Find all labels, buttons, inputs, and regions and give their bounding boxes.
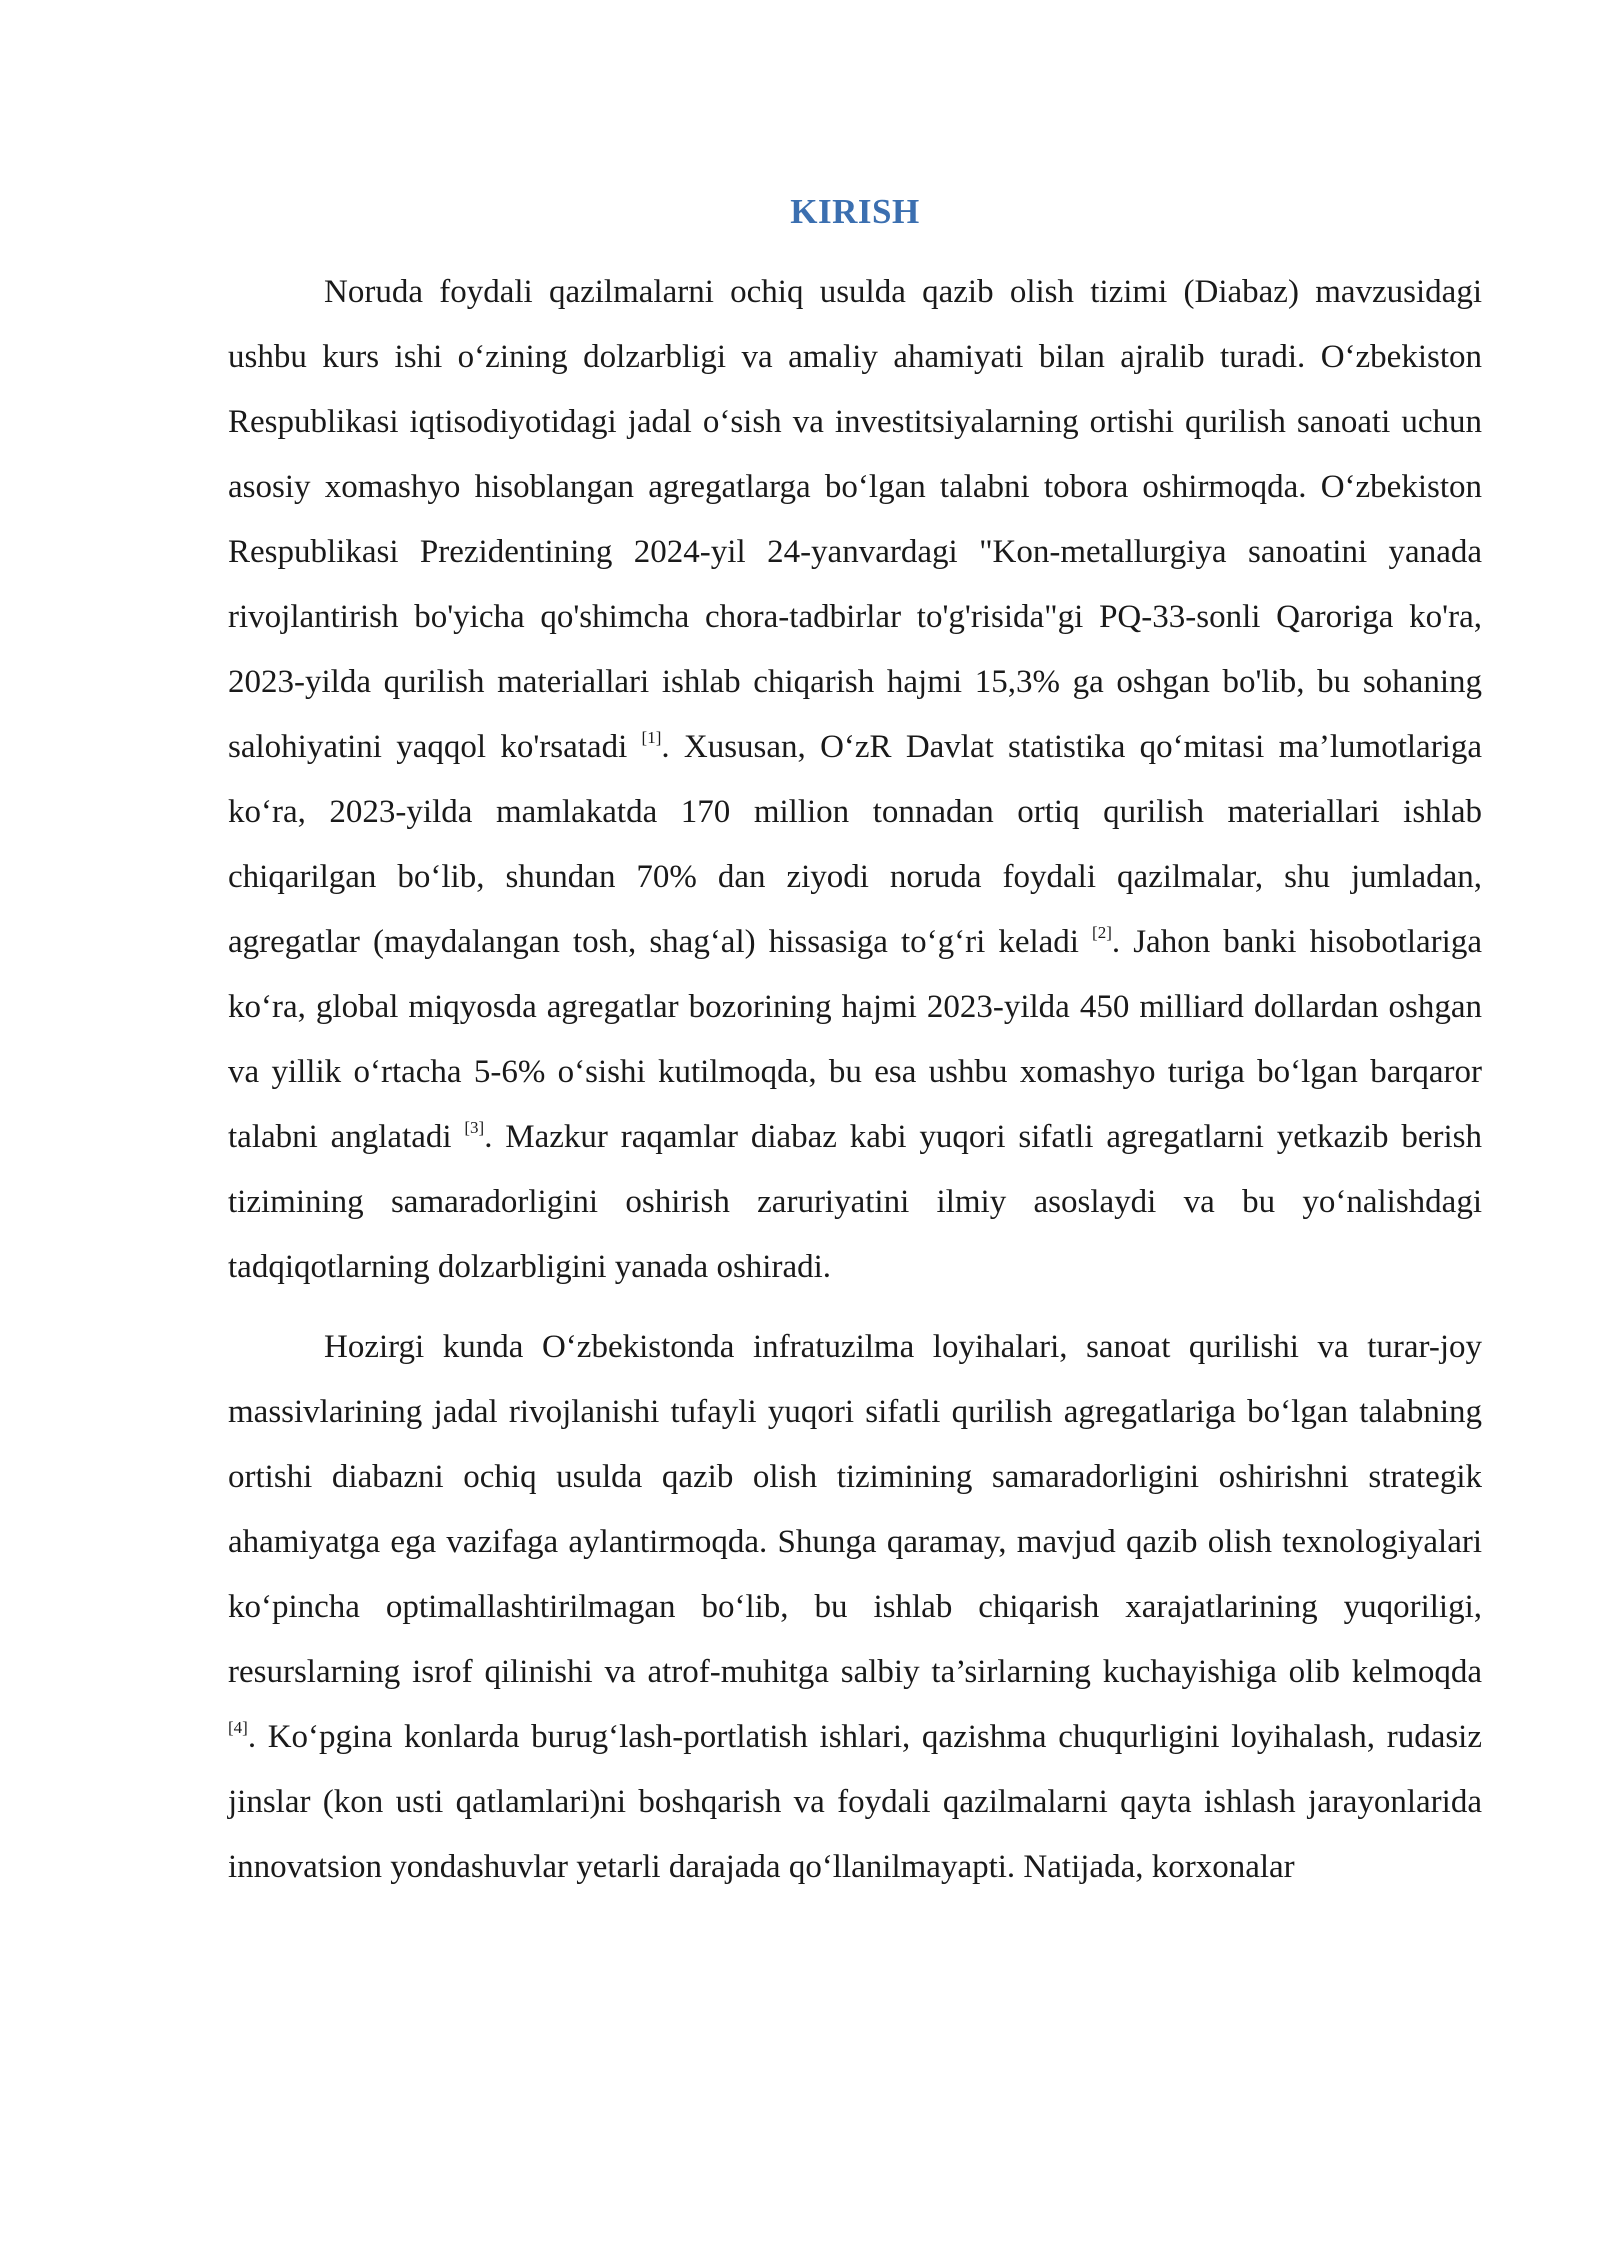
paragraph-text: Noruda foydali qazilmalarni ochiq usulda qazib olish tizimi (Diabaz) mavzusidagi ushbu kurs ishi o‘zining dolzarbligi va amaliy ahamiyati bilan ajralib turadi. O‘zbekiston Respublikasi iqtisodiyotidagi jadal o‘sish va investitsiyalarning ortishi qurilish sanoati uchun asosiy xomashyo hisoblangan agregatlarga bo‘lgan talabni tobora oshirmoqda. O‘zbekiston Respublikasi Prezidentining 2024-yil 24-yanvardagi "Kon-metallurgiya sanoatini yanada rivojlantirish bo'yicha qo'shimcha chora-tadbirlar to'g'risida"gi PQ-33-sonli Qaroriga ko'ra, 2023-yilda qurilish materiallari ishlab chiqarish hajmi 15,3% ga oshgan bo'lib, bu sohaning salohiyatini yaqqol ko'rsatadi — [228, 274, 1482, 765]
paragraph-2 — [228, 1315, 1482, 1900]
paragraph-text: Hozirgi kunda O‘zbekistonda infratuzilma loyihalari, sanoat qurilishi va turar-joy massivlarining jadal rivojlanishi tufayli yuqori sifatli qurilish agregatlariga bo‘lgan talabning ortishi diabazni ochiq usulda qazib olish tizimining samaradorligini oshirishni strategik ahamiyatga ega vazifaga aylantirmoqda. Shunga qaramay, mavjud qazib olish texnologiyalari ko‘pincha optimallashtirilmagan bo‘lib, bu ishlab chiqarish xarajatlarining yuqoriligi, resurslarning isrof qilinishi va atrof-muhitga salbiy ta’sirlarning kuchayishiga olib kelmoqda — [228, 1329, 1482, 1690]
citation-ref[interactable]: [4] — [228, 1718, 248, 1737]
citation-ref[interactable]: [3] — [464, 1118, 485, 1137]
section-heading: KIRISH — [790, 192, 920, 231]
paragraph-1 — [228, 260, 1482, 1300]
paragraph-text: . Ko‘pgina konlarda burug‘lash-portlatish ishlari, qazishma chuqurligini loyihalash, rudasiz jinslar (kon usti qatlamlari)ni boshqarish va foydali qazilmalarni qayta ishlash jarayonlarida innovatsion yondashuvlar yetarli darajada qo‘llanilmayapti. Natijada, korxonalar — [228, 1719, 1482, 1885]
paragraph-text: . Xususan, O‘zR Davlat statistika qo‘mitasi ma’lumotlariga ko‘ra, 2023-yilda mamlakatda 170 million tonnadan ortiq qurilish materiallari ishlab chiqarilgan bo‘lib, shundan 70% dan ziyodi noruda foydali qazilmalar, shu jumladan, agregatlar (maydalangan tosh, shag‘al) hissasiga to‘g‘ri keladi — [228, 729, 1483, 960]
page-content — [228, 186, 1482, 1900]
paragraph-text: . Mazkur raqamlar diabaz kabi yuqori sifatli agregatlarni yetkazib berish tizimining samaradorligini oshirish zaruriyatini ilmiy asoslaydi va bu yo‘nalishdagi tadqiqotlarning dolzarbligini yanada oshiradi. — [228, 1119, 1482, 1285]
paragraph-text: . Jahon banki hisobotlariga ko‘ra, global miqyosda agregatlar bozorining hajmi 2023-yilda 450 milliard dollardan oshgan va yillik o‘rtacha 5-6% o‘sishi kutilmoqda, bu esa ushbu xomashyo turiga bo‘lgan barqaror talabni anglatadi — [228, 924, 1482, 1155]
citation-ref[interactable]: [1] — [641, 728, 662, 747]
citation-ref[interactable]: [2] — [1092, 923, 1112, 942]
